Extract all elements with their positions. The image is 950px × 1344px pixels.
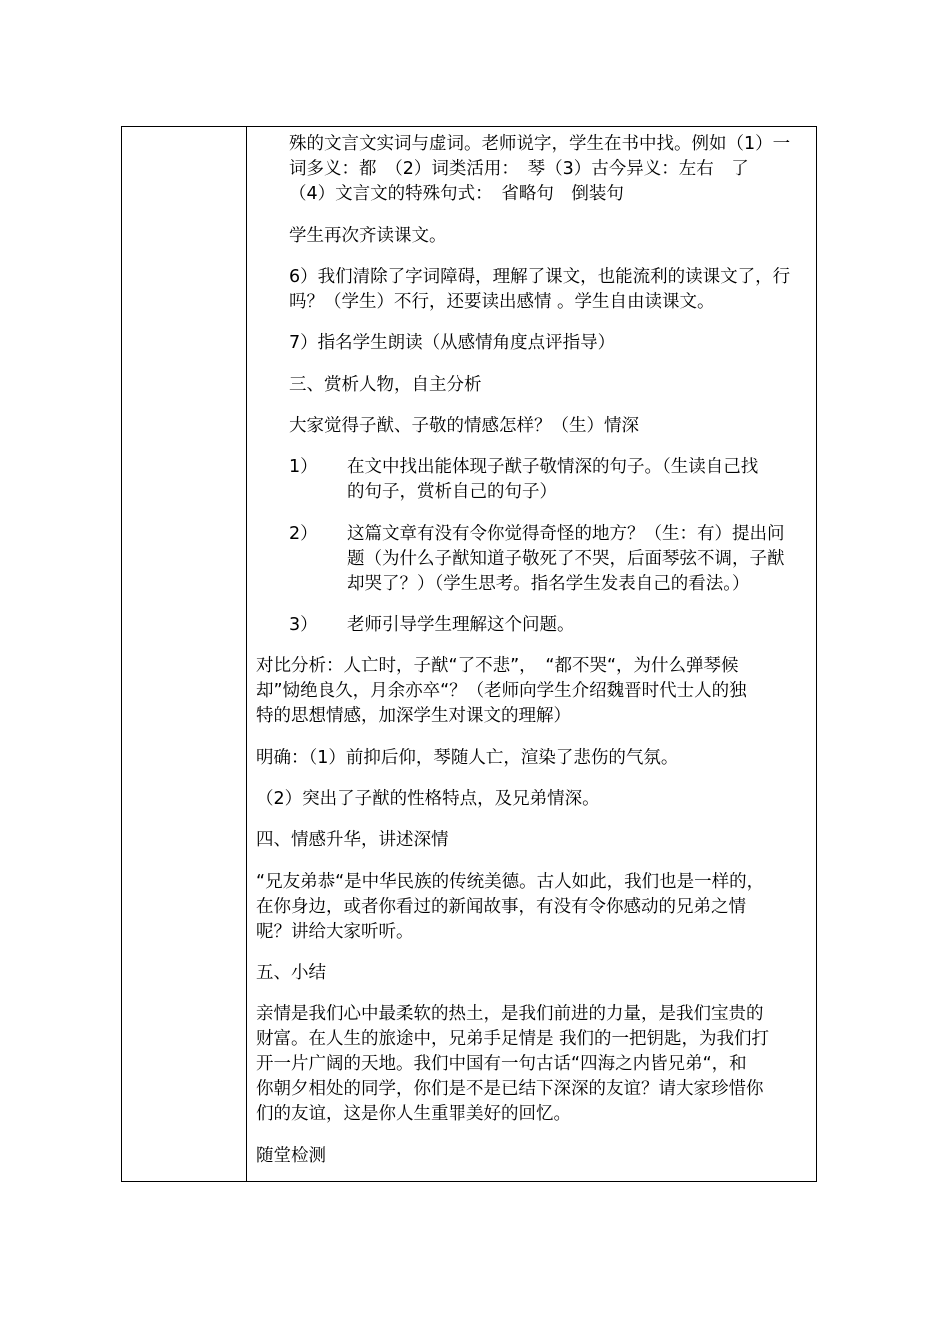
- text-line: （4）文言文的特殊句式： 省略句 倒装句: [289, 184, 624, 204]
- list-item-text: 在文中找出能体现子猷子敬情深的句子。（生读自己找: [347, 457, 759, 477]
- section-heading-3: 三、赏析人物，自主分析: [289, 375, 482, 395]
- list-number: 2）: [289, 524, 318, 544]
- text-line: 特的思想情感，加深学生对课文的理解）: [256, 706, 571, 726]
- text-line: 亲情是我们心中最柔软的热土，是我们前进的力量，是我们宝贵的: [256, 1004, 764, 1024]
- text-line: 词多义：都 （2）词类活用： 琴（3）古今异义：左右 了: [289, 159, 749, 179]
- section-heading-4: 四、情感升华，讲述深情: [256, 830, 449, 850]
- section-heading-5: 五、小结: [256, 963, 326, 983]
- text-line: 财富。在人生的旅途中，兄弟手足情是 我们的一把钥匙，为我们打: [256, 1029, 770, 1049]
- text-line: 呢？讲给大家听听。: [256, 922, 414, 942]
- text-line: 6）我们清除了字词障碍，理解了课文，也能流利的读课文了，行: [289, 267, 791, 287]
- list-item-text: 却哭了？）（学生思考。指名学生发表自己的看法。）: [347, 574, 750, 594]
- text-line: 吗？（学生）不行，还要读出感情 。学生自由读课文。: [289, 292, 715, 312]
- text-line: 开一片广阔的天地。我们中国有一句古话“四海之内皆兄弟“，和: [256, 1054, 747, 1074]
- list-number: 1）: [289, 457, 318, 477]
- clarify-line-1: 明确：（1）前抑后仰，琴随人亡，渲染了悲伤的气氛。: [256, 748, 679, 768]
- paragraph-reread: 学生再次齐读课文。: [289, 226, 447, 246]
- paragraph-7: 7）指名学生朗读（从感情角度点评指导）: [289, 333, 616, 353]
- list-item-text: 的句子，赏析自己的句子）: [347, 482, 557, 502]
- clarify-line-2: （2）突出了子猷的性格特点，及兄弟情深。: [256, 789, 600, 809]
- text-line: 殊的文言文实词与虚词。老师说字，学生在书中找。例如（1）一: [289, 134, 791, 154]
- text-line: 在你身边，或者你看过的新闻故事，有没有令你感动的兄弟之情: [256, 897, 746, 917]
- list-item-text: 这篇文章有没有令你觉得奇怪的地方？（生：有）提出问: [347, 524, 785, 544]
- list-item-text: 老师引导学生理解这个问题。: [347, 615, 575, 635]
- column-divider: [246, 127, 247, 1181]
- text-line: “兄友弟恭“是中华民族的传统美德。古人如此，我们也是一样的，: [256, 872, 765, 892]
- text-line: 你朝夕相处的同学，你们是不是已结下深深的友谊？请大家珍惜你: [256, 1079, 764, 1099]
- final-line: 随堂检测: [256, 1146, 326, 1166]
- text-line: 却”恸绝良久，月余亦卒“？（老师向学生介绍魏晋时代士人的独: [256, 681, 747, 701]
- list-number: 3）: [289, 615, 318, 635]
- lesson-table: [121, 126, 817, 1182]
- text-line: 们的友谊，这是你人生重罪美好的回忆。: [256, 1104, 571, 1124]
- text-line: 对比分析：人亡时，子猷“了不悲”， “都不哭“，为什么弹琴候: [256, 656, 739, 676]
- question-line: 大家觉得子猷、子敬的情感怎样？（生）情深: [289, 416, 639, 436]
- list-item-text: 题（为什么子猷知道子敬死了不哭，后面琴弦不调，子猷: [347, 549, 785, 569]
